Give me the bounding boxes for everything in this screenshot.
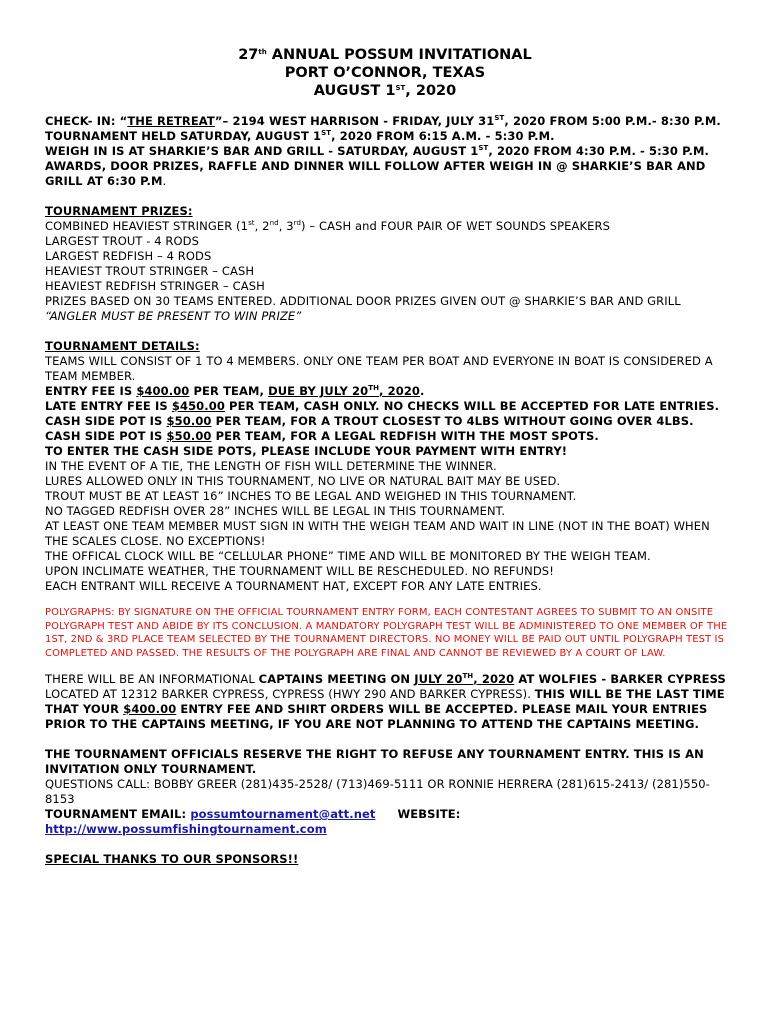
prize-combined-text: COMBINED HEAVIEST STRINGER (1 (45, 219, 249, 233)
weigh-in-date-suffix: ST (478, 144, 489, 152)
prize-item: HEAVIEST REDFISH STRINGER – CASH (45, 279, 265, 293)
awards-period: . (162, 174, 167, 188)
captains-date: JULY 20 (414, 672, 463, 686)
entry-fee-per-team: PER TEAM, (189, 384, 269, 398)
checkin-place: THE RETREAT (127, 114, 215, 128)
captains-meeting-paragraph (45, 672, 729, 732)
checkin-time: , 2020 FROM 5:00 P.M.- 8:30 P.M. (504, 114, 721, 128)
flyer-header (0, 46, 770, 100)
side-pot-label: CASH SIDE POT IS (45, 414, 167, 428)
side-pot-terms: PER TEAM, FOR A LEGAL REDFISH WITH THE MOST SPOTS. (211, 429, 599, 443)
rule-item: IN THE EVENT OF A TIE, THE LENGTH OF FISH WILL DETERMINE THE WINNER. (45, 459, 497, 473)
reserve-rights: THE TOURNAMENT OFFICIALS RESERVE THE RIGHT TO REFUSE ANY TOURNAMENT ENTRY. THIS IS AN INVITATION ONLY TOURNAMENT. (45, 747, 704, 776)
side-pot-terms: PER TEAM, FOR A TROUT CLOSEST TO 4LBS WITHOUT GOING OVER 4LBS. (211, 414, 694, 428)
rule-item: EACH ENTRANT WILL RECEIVE A TOURNAMENT HAT, EXCEPT FOR ANY LATE ENTRIES. (45, 579, 542, 593)
website-label: WEBSITE: (397, 807, 461, 821)
entry-fee-deadline (268, 384, 420, 398)
side-pot-amount: $50.00 (166, 414, 212, 428)
prize-item: LARGEST REDFISH – 4 RODS (45, 249, 212, 263)
place-suffix-2: nd (269, 219, 279, 227)
weigh-in-time: , 2020 FROM 4:30 P.M. - 5:30 P.M. (488, 144, 709, 158)
website-link[interactable]: http://www.possumfishingtournament.com (45, 822, 327, 836)
captains-fee-amount: $400.00 (123, 702, 177, 716)
event-date-year: , 2020 (405, 83, 457, 99)
side-pot-payment: TO ENTER THE CASH SIDE POTS, PLEASE INCLUDE YOUR PAYMENT WITH ENTRY! (45, 444, 568, 458)
entry-fee-label: ENTRY FEE IS (45, 384, 137, 398)
captains-intro: THERE WILL BE AN INFORMATIONAL (45, 672, 259, 686)
checkin-line (45, 114, 729, 129)
late-fee-label: LATE ENTRY FEE IS (45, 399, 172, 413)
rule-item: TROUT MUST BE AT LEAST 16” INCHES TO BE LEGAL AND WEIGHED IN THIS TOURNAMENT. (45, 489, 577, 503)
checkin-date-suffix: ST (494, 114, 505, 122)
weigh-in-line (45, 144, 729, 159)
prize-note: “ANGLER MUST BE PRESENT TO WIN PRIZE” (45, 309, 302, 323)
trout-side-pot (45, 414, 729, 429)
details-heading: TOURNAMENT DETAILS: (45, 339, 200, 353)
prize-combined-stringer (45, 219, 729, 234)
event-date-suffix: ST (395, 84, 406, 92)
late-fee-terms: PER TEAM, CASH ONLY. NO CHECKS WILL BE ACCEPTED FOR LATE ENTRIES. (224, 399, 720, 413)
captains-mail-text: ENTRY FEE AND SHIRT ORDERS WILL BE ACCEPTED. PLEASE MAIL YOUR ENTRIES PRIOR TO THE CAPTAINS MEETING, IF YOU ARE NOT PLANNING TO ATTEND THE CAPTAINS MEETING. (45, 702, 708, 731)
flyer-body (45, 114, 729, 867)
entry-fee-line (45, 384, 729, 399)
captains-date-suffix: TH (462, 672, 474, 680)
captains-date-year: , 2020 (473, 672, 515, 686)
held-date: TOURNAMENT HELD SATURDAY, AUGUST 1 (45, 129, 322, 143)
prize-item: PRIZES BASED ON 30 TEAMS ENTERED. ADDITIONAL DOOR PRIZES GIVEN OUT @ SHARKIE’S BAR AND GRILL (45, 294, 681, 308)
prize-item: LARGEST TROUT - 4 RODS (45, 234, 200, 248)
tournament-held-line (45, 129, 729, 144)
polygraph-notice: POLYGRAPHS: BY SIGNATURE ON THE OFFICIAL TOURNAMENT ENTRY FORM, EACH CONTESTANT AGREES TO SUBMIT TO AN ONSITE POLYGRAPH TEST AND ABIDE BY ITS CONCLUSION. A MANDATORY POLYGRAPH TEST WILL BE ADMINISTERED TO ONE MEMBER OF THE 1ST, 2ND & 3RD PLACE TEAM SELECTED BY THE TOURNAMENT DIRECTORS. NO MONEY WILL BE PAID OUT UNTIL POLYGRAPH TEST IS COMPLETED AND PASSED. THE RESULTS OF THE POLYGRAPH ARE FINAL AND CANNOT BE REVIEWED BY A COURT OF LAW. (45, 607, 728, 659)
place-suffix-1: st (248, 219, 255, 227)
event-date (0, 82, 770, 100)
entry-fee-amount: $400.00 (136, 384, 190, 398)
prize-combined-text: , 2 (254, 219, 270, 233)
prize-combined-text: ) – CASH and FOUR PAIR OF WET SOUNDS SPEAKERS (301, 219, 610, 233)
details-teams: TEAMS WILL CONSIST OF 1 TO 4 MEMBERS. ONLY ONE TEAM PER BOAT AND EVERYONE IN BOAT IS CONSIDERED A TEAM MEMBER. (45, 354, 713, 383)
awards-line (45, 159, 729, 189)
prize-item: HEAVIEST TROUT STRINGER – CASH (45, 264, 255, 278)
rule-item: LURES ALLOWED ONLY IN THIS TOURNAMENT, NO LIVE OR NATURAL BAIT MAY BE USED. (45, 474, 561, 488)
held-time: , 2020 FROM 6:15 A.M. - 5:30 P.M. (331, 129, 555, 143)
awards-text: AWARDS, DOOR PRIZES, RAFFLE AND DINNER WILL FOLLOW AFTER WEIGH IN @ SHARKIE’S BAR AND GRILL AT 6:30 P.M (45, 159, 706, 188)
late-fee-line (45, 399, 729, 414)
side-pot-amount: $50.00 (166, 429, 212, 443)
email-link[interactable]: possumtournament@att.net (190, 807, 376, 821)
redfish-side-pot (45, 429, 729, 444)
deadline-date: DUE BY JULY 20 (268, 384, 369, 398)
event-location: PORT O’CONNOR, TEXAS (284, 65, 486, 81)
edition-suffix: th (258, 48, 267, 56)
held-date-suffix: ST (321, 129, 332, 137)
email-label: TOURNAMENT EMAIL: (45, 807, 191, 821)
side-pot-label: CASH SIDE POT IS (45, 429, 167, 443)
captains-venue: AT WOLFIES - BARKER CYPRESS (514, 672, 726, 686)
captains-meeting-date (414, 672, 514, 686)
questions-contact: QUESTIONS CALL: BOBBY GREER (281)435-2528/ (713)469-5111 OR RONNIE HERRERA (281)615-2413/ (281)550-8153 (45, 777, 710, 806)
checkin-address-date: ”– 2194 WEST HARRISON - FRIDAY, JULY 31 (214, 114, 495, 128)
edition-number: 27 (238, 47, 259, 63)
deadline-suffix: TH (368, 384, 380, 392)
event-date-main: AUGUST 1 (313, 83, 396, 99)
rule-item: UPON INCLIMATE WEATHER, THE TOURNAMENT WILL BE RESCHEDULED. NO REFUNDS! (45, 564, 554, 578)
captains-address: LOCATED AT 12312 BARKER CYPRESS, CYPRESS (HWY 290 AND BARKER CYPRESS). (45, 687, 535, 701)
email-website-line (45, 807, 729, 837)
event-name: ANNUAL POSSUM INVITATIONAL (266, 47, 532, 63)
late-fee-amount: $450.00 (171, 399, 225, 413)
rule-item: THE OFFICAL CLOCK WILL BE “CELLULAR PHONE” TIME AND WILL BE MONITORED BY THE WEIGH TEAM. (45, 549, 651, 563)
captains-meeting-label: CAPTAINS MEETING ON (258, 672, 415, 686)
checkin-label: CHECK- IN: “ (45, 114, 128, 128)
prize-combined-text: , 3 (278, 219, 294, 233)
deadline-year: , 2020 (379, 384, 421, 398)
sponsors-thanks: SPECIAL THANKS TO OUR SPONSORS!! (45, 852, 299, 866)
weigh-in-place-date: WEIGH IN IS AT SHARKIE’S BAR AND GRILL - SATURDAY, AUGUST 1 (45, 144, 479, 158)
event-title (0, 46, 770, 64)
rule-item: AT LEAST ONE TEAM MEMBER MUST SIGN IN WITH THE WEIGH TEAM AND WAIT IN LINE (NOT IN THE BOAT) WHEN THE SCALES CLOSE. NO EXCEPTIONS! (45, 519, 710, 548)
captains-deadline-text: THIS WILL BE THE LAST TIME THAT YOUR (45, 687, 725, 716)
prizes-heading: TOURNAMENT PRIZES: (45, 204, 193, 218)
entry-fee-period: . (420, 384, 425, 398)
place-suffix-3: rd (293, 219, 302, 227)
rule-item: NO TAGGED REDFISH OVER 28” INCHES WILL BE LEGAL IN THIS TOURNAMENT. (45, 504, 506, 518)
